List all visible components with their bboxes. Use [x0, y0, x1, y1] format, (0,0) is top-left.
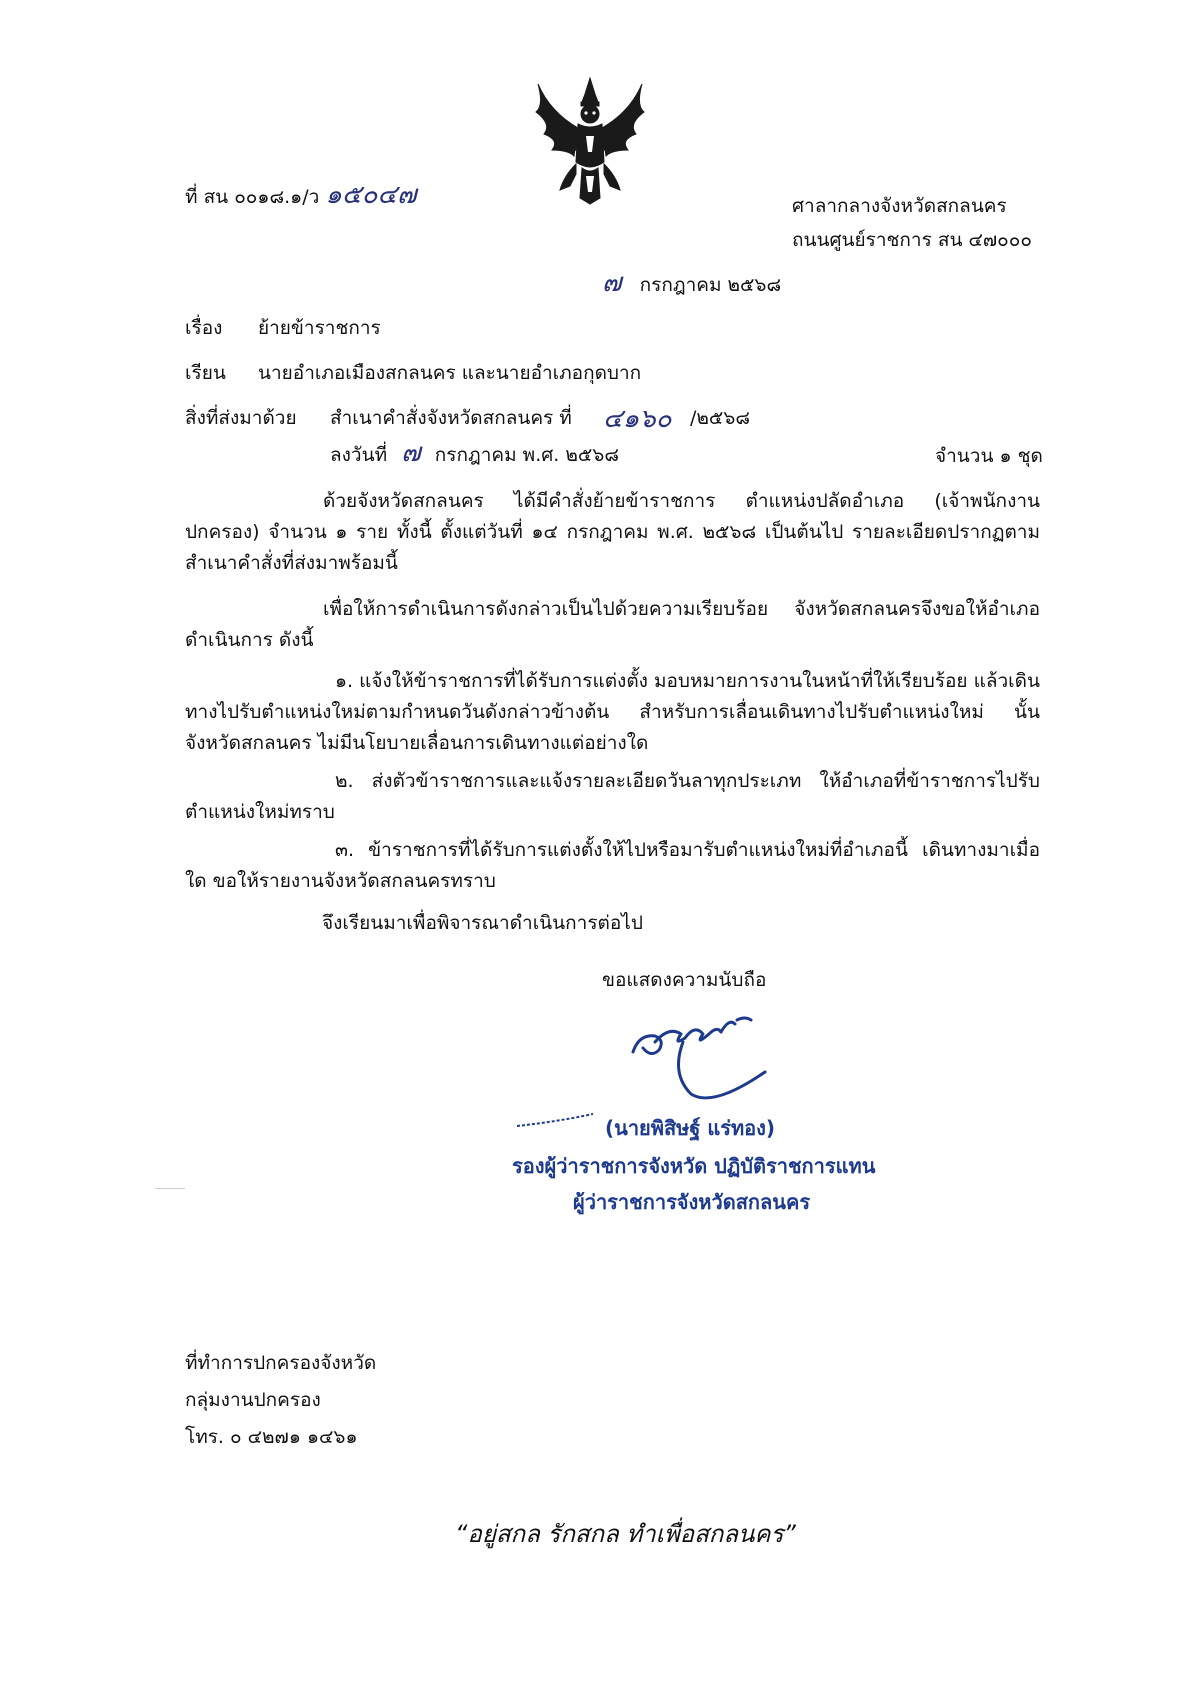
enclosure-label: สิ่งที่ส่งมาด้วย [185, 407, 297, 429]
pen-stroke [515, 1110, 595, 1130]
office-name: ศาลากลางจังหวัดสกลนคร [792, 195, 1007, 217]
enclosure-date-rest: กรกฎาคม พ.ศ. ๒๕๖๘ [434, 444, 620, 466]
footer-motto: “อยู่สกล รักสกล ทำเพื่อสกลนคร” [455, 1520, 796, 1548]
subject-label: เรื่อง [185, 317, 223, 339]
signer-position-line-1: รองผู้ว่าราชการจังหวัด ปฏิบัติราชการแทน [512, 1154, 876, 1178]
subject-text: ย้ายข้าราชการ [258, 317, 381, 339]
footer-department: ที่ทำการปกครองจังหวัด [185, 1352, 377, 1374]
scan-mark [155, 1188, 185, 1189]
enclosure-text: สำเนาคำสั่งจังหวัดสกลนคร ที่ [330, 407, 572, 429]
body-paragraph-2: เพื่อให้การดำเนินการดังกล่าวเป็นไปด้วยความเรียบร้อย จังหวัดสกลนครจึงขอให้อำเภอดำเนินการ ดังนี้ [185, 598, 1040, 651]
enclosure-order-year: /๒๕๖๘ [690, 407, 751, 429]
enclosure-date-day-handwritten: ๗ [401, 438, 421, 468]
enclosure-date-prefix: ลงวันที่ [330, 444, 388, 466]
signer-name: (นายพิสิษฐ์ แร่ทอง) [605, 1116, 776, 1140]
signer-position-line-2: ผู้ว่าราชการจังหวัดสกลนคร [573, 1190, 811, 1214]
body-item-1: ๑. แจ้งให้ข้าราชการที่ได้รับการแต่งตั้ง มอบหมายการงานในหน้าที่ให้เรียบร้อย แล้วเดินทางไปรับตำแหน่งใหม่ตามกำหนดวันดังกล่าวข้างต้น สำหรับการเลื่อนเดินทางไปรับตำแหน่งใหม่ นั้น จังหวัดสกลนคร ไม่มีนโยบายเลื่อนการเดินทางแต่อย่างใด [185, 670, 1040, 754]
office-address: ถนนศูนย์ราชการ สน ๔๗๐๐๐ [792, 229, 1032, 251]
date-day-handwritten: ๗ [602, 268, 622, 298]
document-date [602, 270, 781, 299]
garuda-emblem [530, 72, 650, 208]
enclosure-quantity: จำนวน ๑ ชุด [935, 445, 1043, 467]
body-paragraph-1: ด้วยจังหวัดสกลนคร ได้มีคำสั่งย้ายข้าราชการ ตำแหน่งปลัดอำเภอ (เจ้าพนักงานปกครอง) จำนวน ๑ ราย ทั้งนี้ ตั้งแต่วันที่ ๑๔ กรกฎาคม พ.ศ. ๒๕๖๘ เป็นต้นไป รายละเอียดปรากฏตามสำเนาคำสั่งที่ส่งมาพร้อมนี้ [185, 490, 1040, 574]
body-item-2: ๒. ส่งตัวข้าราชการและแจ้งรายละเอียดวันลาทุกประเภท ให้อำเภอที่ข้าราชการไปรับตำแหน่งใหม่ทราบ [185, 770, 1040, 823]
closing-line: จึงเรียนมาเพื่อพิจารณาดำเนินการต่อไป [322, 912, 643, 934]
regards: ขอแสดงความนับถือ [602, 969, 767, 991]
reference-prefix: ที่ สน ๐๐๑๘.๑/ว [185, 186, 320, 208]
recipient-label: เรียน [185, 362, 226, 384]
handwritten-signature [625, 1012, 800, 1112]
body-item-3: ๓. ข้าราชการที่ได้รับการแต่งตั้งให้ไปหรือมารับตำแหน่งใหม่ที่อำเภอนี้ เดินทางมาเมื่อใด ขอให้รายงานจังหวัดสกลนครทราบ [185, 839, 1040, 892]
footer-division: กลุ่มงานปกครอง [185, 1389, 321, 1411]
footer-phone: โทร. ๐ ๔๒๗๑ ๑๔๖๑ [185, 1426, 358, 1448]
enclosure-date [330, 440, 619, 469]
enclosure-order-number-handwritten: ๔๑๖๐ [603, 404, 672, 434]
date-month-year: กรกฎาคม ๒๕๖๘ [639, 274, 782, 296]
reference-line [185, 182, 417, 211]
recipient-text: นายอำเภอเมืองสกลนคร และนายอำเภอกุดบาก [258, 362, 642, 384]
reference-number-handwritten: ๑๕๐๔๗ [325, 180, 417, 210]
